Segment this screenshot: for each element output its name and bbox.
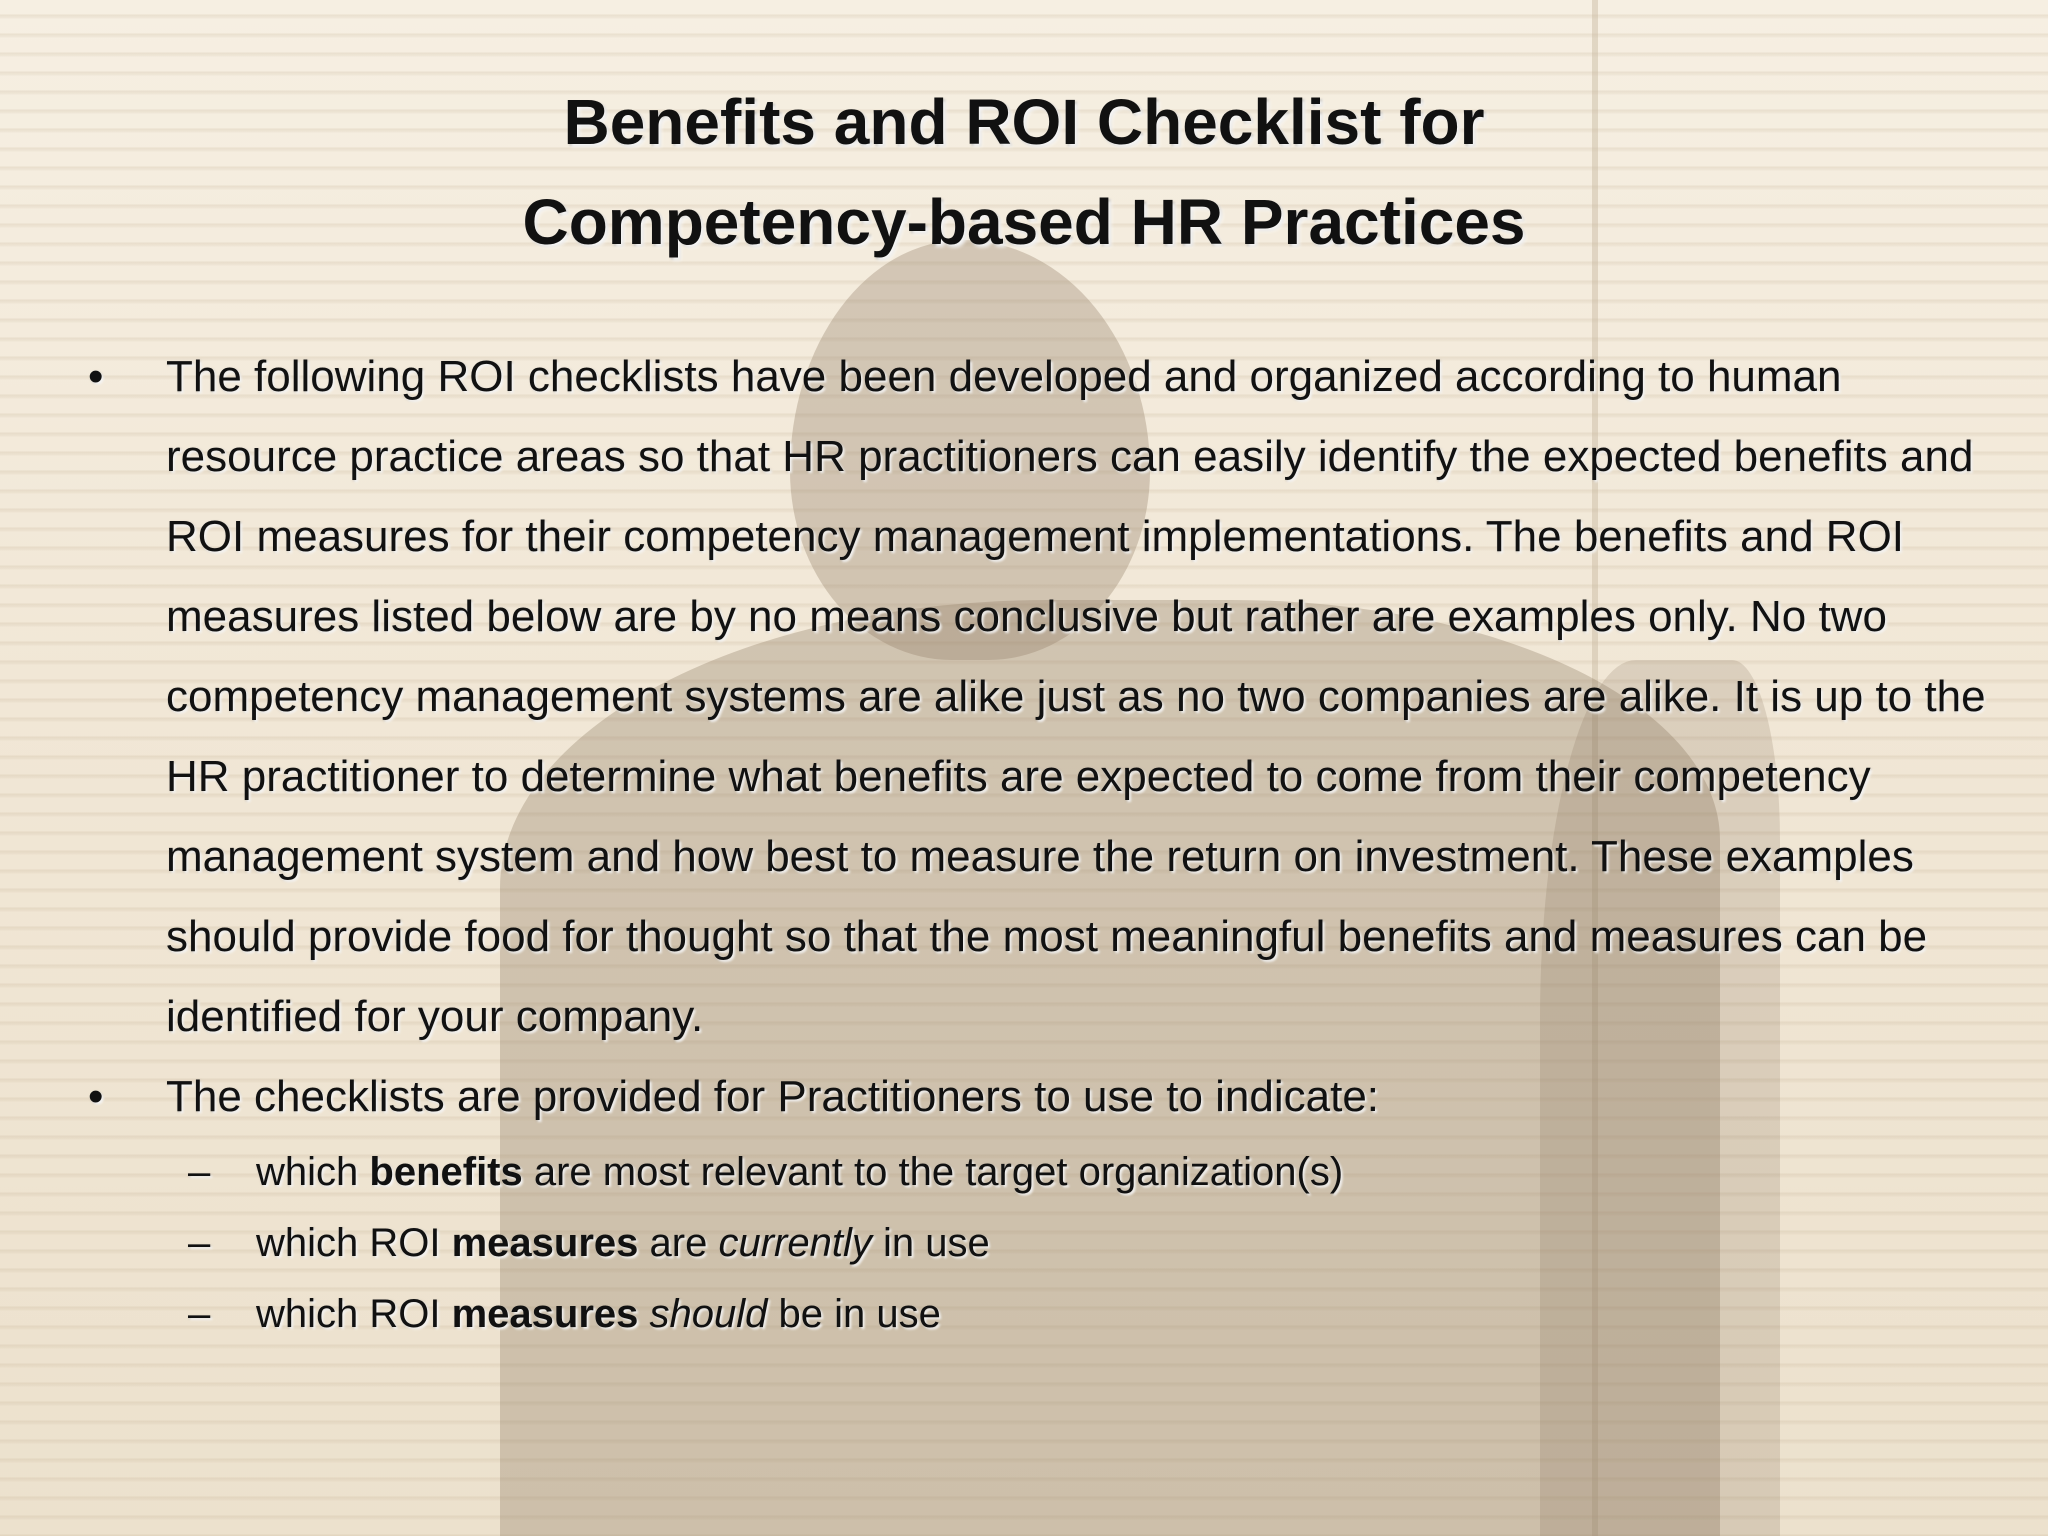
sub-text-part: are [638,1221,719,1265]
sub-item [88,1137,2008,1208]
sub-text-part [638,1292,649,1336]
sub-item [88,1279,2008,1350]
sub-text-italic: currently [718,1221,872,1265]
sub-list [88,1137,2008,1350]
sub-text-part: which [256,1150,370,1194]
sub-text-part: which ROI [256,1221,452,1265]
sub-text-part: are most relevant to the target organization(s) [522,1150,1344,1194]
title-line-1: Benefits and ROI Checklist for [563,86,1485,158]
sub-text-bold: measures [451,1221,639,1265]
sub-text-part: be in use [767,1292,941,1336]
sub-text-bold: measures [451,1292,639,1336]
title-line-2: Competency-based HR Practices [522,186,1526,258]
bullet-item [88,337,2008,1057]
bullet-marker: • [88,352,104,401]
sub-marker: – [188,1292,211,1336]
bullet-marker: • [88,1072,104,1121]
sub-text-italic: should [649,1292,768,1336]
sub-text-bold: benefits [369,1150,523,1194]
sub-marker: – [188,1150,211,1194]
sub-item [88,1208,2008,1279]
bullet-text: The checklists are provided for Practitioners to use to indicate: [166,1072,1380,1121]
bullet-item [88,1057,2008,1137]
slide-body [88,337,2008,1350]
slide-title [0,72,2048,272]
sub-marker: – [188,1221,211,1265]
sub-text-part: in use [871,1221,990,1265]
sub-text-part: which ROI [256,1292,452,1336]
bullet-text: The following ROI checklists have been developed and organized according to human resource practice areas so that HR practitioners can easily identify the expected benefits and ROI measures for their competency management implementations. The benefits and ROI measures listed below are by no means conclusive but rather are examples only. No two competency management systems are alike just as no two companies are alike. It is up to the HR practitioner to determine what benefits are expected to come from their competency management system and how best to measure the return on investment. These examples should provide food for thought so that the most meaningful benefits and measures can be identified for your company. [166,352,1986,1041]
